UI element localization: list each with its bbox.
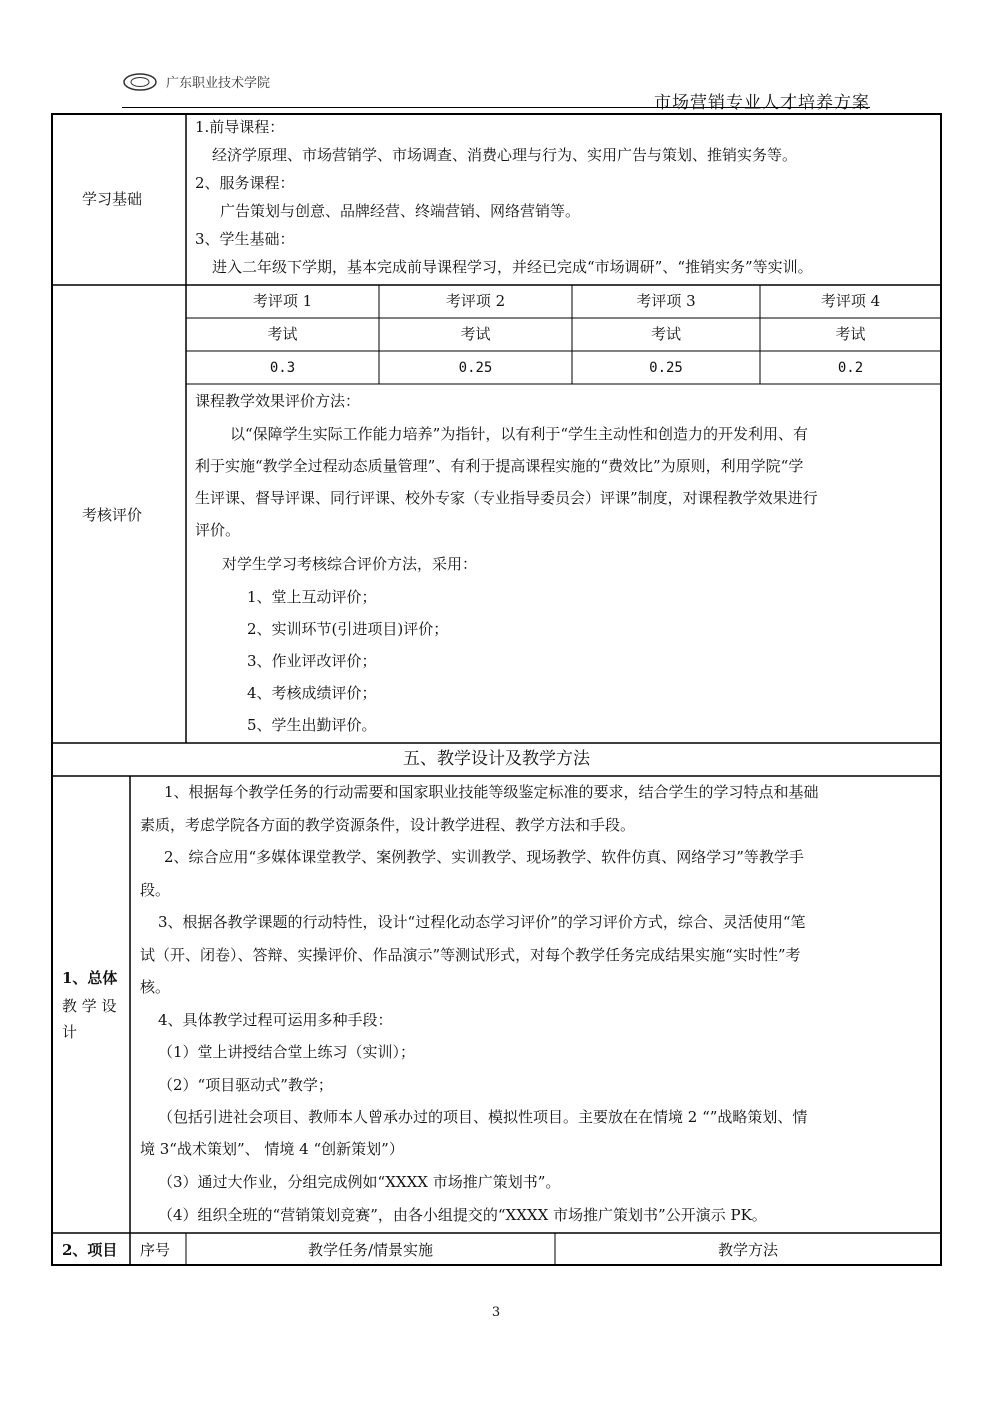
column-header-task: 教学任务/情景实施 [307,1241,434,1259]
design-line: （3）通过大作业，分组完成例如“XXXX 市场推广策划书”。 [158,1173,561,1191]
study-basis-line: 2、服务课程： [195,174,295,192]
overall-design-label: 教 学 设 [62,997,117,1015]
assessment-label: 考核评价 [82,506,143,524]
assessment-weight-cell: 0.25 [649,360,683,376]
column-header-number: 序号 [140,1241,171,1259]
design-line: 核。 [140,978,171,996]
assessment-line: 评价。 [195,521,241,539]
assessment-line: 生评课、督导评课、同行评课、校外专家（专业指导委员会）评课”制度，对课程教学效果进行 [195,489,818,507]
assessment-method-cell: 考试 [650,325,681,343]
assessment-weight-cell: 0.25 [458,360,493,376]
study-basis-line: 经济学原理、市场营销学、市场调查、消费心理与行为、实用广告与策划、推销实务等。 [212,146,798,164]
design-line: 3、根据各教学课题的行动特性，设计“过程化动态学习评价”的学习评价方式，综合、灵活使用“笔 [158,913,806,931]
assessment-header-cell: 考评项 4 [820,292,881,310]
assessment-line: 以“保障学生实际工作能力培养”为指针，以有利于“学生主动性和创造力的开发利用、有 [230,425,809,443]
overall-design-label: 1、总体 [62,969,118,987]
assessment-line: 课程教学效果评价方法： [195,392,361,410]
project-label: 2、项目 [62,1241,118,1259]
assessment-list-item: 1、堂上互动评价； [247,588,377,606]
assessment-method-cell: 考试 [267,325,298,343]
design-line: 2、综合应用“多媒体课堂教学、案例教学、实训教学、现场教学、软件仿真、网络学习”等教学手 [164,848,804,866]
study-basis-line: 进入二年级下学期，基本完成前导课程学习，并经已完成“市场调研”、“推销实务”等实训。 [212,258,813,276]
assessment-list-item: 2、实训环节(引进项目)评价； [247,620,449,638]
design-line: （4）组织全班的“营销策划竞赛”，由各小组提交的“XXXX 市场推广策划书”公开演示 PK。 [158,1206,767,1224]
page-number: 3 [491,1305,501,1320]
design-line: 境 3“战术策划”、 情境 4 “创新策划”） [140,1140,404,1158]
assessment-line: 对学生学习考核综合评价方法，采用： [222,555,478,573]
column-header-method: 教学方法 [717,1241,778,1259]
design-line: 1、根据每个教学任务的行动需要和国家职业技能等级鉴定标准的要求，结合学生的学习特点和基础 [164,783,819,801]
document-title: 市场营销专业人才培养方案 [654,93,870,113]
assessment-line: 利于实施“教学全过程动态质量管理”、有利于提高课程实施的“费效比”为原则，利用学院“学 [195,457,804,475]
overall-design-label: 计 [62,1023,78,1041]
design-line: （1）堂上讲授结合堂上练习（实训）； [158,1043,416,1061]
design-line: （包括引进社会项目、教师本人曾承办过的项目、模拟性项目。主要放在在情境 2 “”战略策划、情 [158,1108,808,1126]
design-line: 4、具体教学过程可运用多种手段： [158,1011,393,1029]
design-line: （2）“项目驱动式”教学； [158,1076,333,1094]
design-line: 素质，考虑学院各方面的教学资源条件，设计教学进程、教学方法和手段。 [140,816,636,834]
assessment-weight-cell: 0.2 [837,360,864,376]
assessment-header-cell: 考评项 2 [445,292,506,310]
study-basis-label: 学习基础 [82,190,143,208]
assessment-header-cell: 考评项 3 [636,292,696,310]
assessment-list-item: 3、作业评改评价； [247,652,377,670]
assessment-list-item: 4、考核成绩评价； [247,684,377,702]
design-line: 试（开、闭卷）、答辩、实操评价、作品演示”等测试形式，对每个教学任务完成结果实施“实时性”考 [140,946,801,964]
design-line: 段。 [140,881,171,899]
assessment-list-item: 5、学生出勤评价。 [247,716,377,734]
study-basis-line: 1.前导课程： [195,118,285,136]
assessment-method-cell: 考试 [835,325,866,343]
assessment-weight-cell: 0.3 [269,360,296,376]
section-five-title: 五、教学设计及教学方法 [403,749,590,769]
logo-text: 广东职业技术学院 [166,76,271,91]
assessment-method-cell: 考试 [460,325,491,343]
assessment-header-cell: 考评项 1 [252,292,313,310]
study-basis-line: 广告策划与创意、品牌经营、终端营销、网络营销等。 [220,202,581,220]
study-basis-line: 3、学生基础： [195,230,295,248]
